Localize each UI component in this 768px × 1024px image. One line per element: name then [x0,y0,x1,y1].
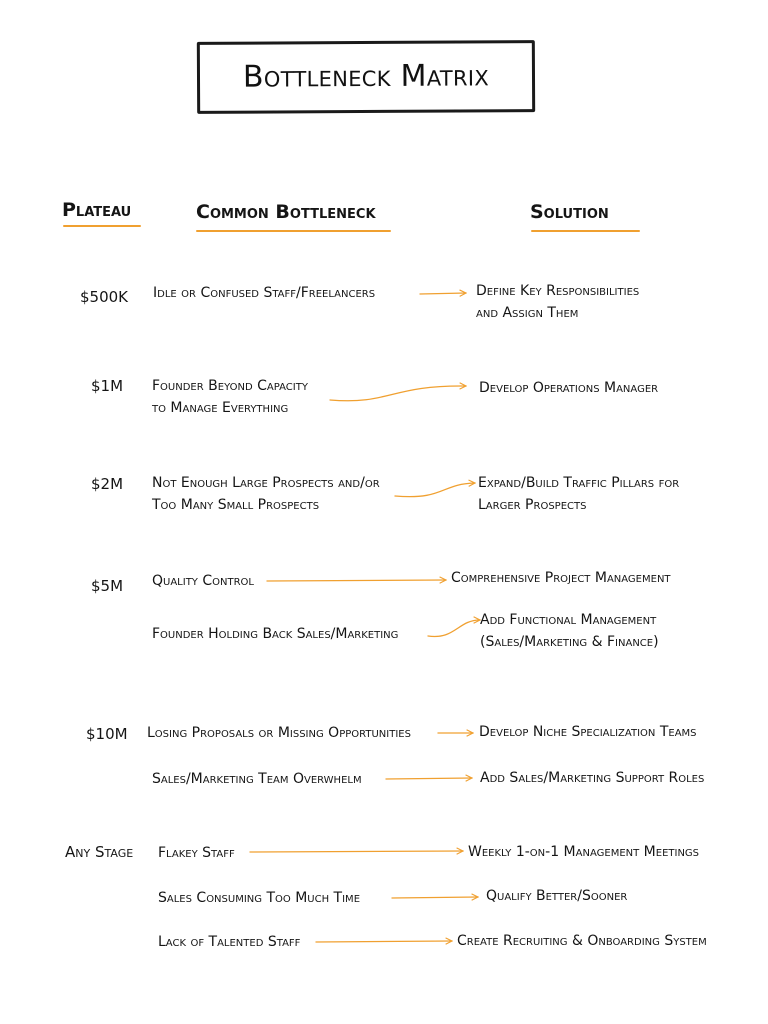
solution-line: Add Functional Management [480,612,657,628]
plateau-label: Any Stage [65,843,134,861]
header-solution: Solution [530,201,609,223]
bottleneck-line: Sales Consuming Too Much Time [158,890,361,906]
bottleneck-line: Founder Beyond Capacity [152,378,308,394]
bottleneck-line: Quality Control [152,573,254,589]
bottleneck-line: Idle or Confused Staff/Freelancers [153,285,376,301]
solution-line: (Sales/Marketing & Finance) [480,634,659,650]
bottleneck-line: Lack of Talented Staff [158,934,301,950]
page-title: Bottleneck Matrix [242,58,490,95]
solution-line: Comprehensive Project Management [451,570,671,586]
bottleneck-line: Sales/Marketing Team Overwhelm [152,771,362,787]
arrow-icon [428,620,480,637]
arrow-icon [316,941,452,942]
bottleneck-line: Flakey Staff [158,845,235,861]
header-plateau: Plateau [62,199,132,221]
solution-line: Develop Operations Manager [479,380,659,396]
solution-line: Add Sales/Marketing Support Roles [480,770,705,786]
bottleneck-line: Founder Holding Back Sales/Marketing [152,626,399,642]
arrow-icon [392,897,478,898]
solution-line: Weekly 1-on-1 Management Meetings [468,844,700,860]
solution-line: Develop Niche Specialization Teams [479,724,697,740]
arrow-icon [250,851,463,852]
plateau-label: $1M [91,377,124,395]
plateau-label: $5M [91,577,124,595]
plateau-label: $500K [80,288,129,306]
solution-line: Create Recruiting & Onboarding System [457,933,707,949]
bottleneck-line: Too Many Small Prospects [152,497,320,513]
bottleneck-line: to Manage Everything [152,400,289,416]
arrow-icon [420,293,466,294]
arrow-icon [386,778,472,779]
solution-line: and Assign Them [476,305,579,321]
solution-line: Qualify Better/Sooner [486,888,628,904]
solution-line: Define Key Responsibilities [476,283,640,299]
bottleneck-line: Losing Proposals or Missing Opportunities [147,725,411,741]
header-bottleneck: Common Bottleneck [196,201,376,223]
plateau-label: $10M [86,725,128,743]
plateau-label: $2M [91,475,124,493]
solution-line: Expand/Build Traffic Pillars for [478,475,680,491]
arrow-icon [267,580,446,581]
arrow-icon [330,386,466,401]
solution-line: Larger Prospects [478,497,587,513]
arrow-icon [395,483,475,497]
bottleneck-line: Not Enough Large Prospects and/or [152,475,380,491]
